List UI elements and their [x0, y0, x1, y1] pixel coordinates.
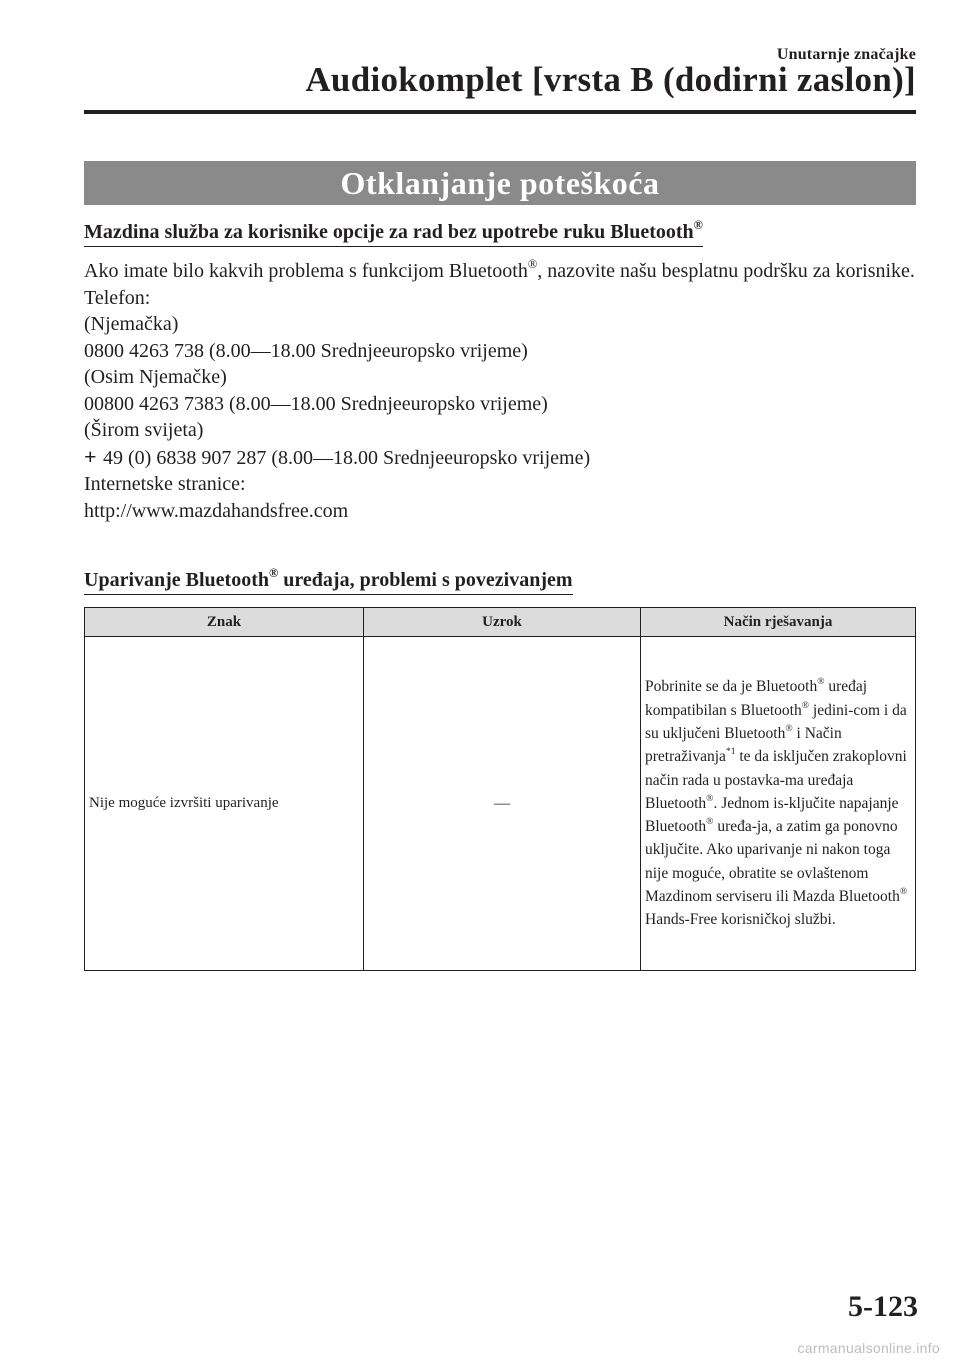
intro-text-end: , nazovite našu besplatnu podršku za korisnike. — [537, 260, 915, 282]
registered-mark: ® — [801, 699, 810, 711]
region-outside-germany: (Osim Njemačke) — [84, 366, 227, 388]
plus-icon: + — [84, 443, 97, 469]
registered-mark: ® — [899, 885, 908, 897]
troubleshooting-table — [84, 607, 916, 971]
registered-mark: ® — [817, 676, 825, 688]
support-heading-text: Mazdina služba za korisnike opcije za rad bez upotrebe ruku Bluetooth — [84, 221, 694, 243]
column-header-sign: Znak — [85, 608, 364, 637]
cell-sign: Nije moguće izvršiti uparivanje — [85, 637, 364, 971]
region-germany: (Njemačka) — [84, 313, 179, 335]
section-banner — [84, 161, 916, 205]
intro-text-start: Ako imate bilo kakvih problema s funkcijom Bluetooth — [84, 260, 528, 282]
footnote-marker: *1 — [725, 746, 736, 758]
phone-worldwide-number: 49 (0) 6838 907 287 (8.00―18.00 Srednjeeuropsko vrijeme) — [98, 446, 591, 469]
intro-paragraph — [84, 258, 916, 285]
page-header-title: Audiokomplet [vrsta B (dodirni zaslon)] — [305, 60, 916, 99]
solution-text: uređa-ja, a zatim ga ponovno uključite. Ako uparivanje ni nakon toga nije moguće, obratite se ovlaštenom Mazdinom serviseru ili Mazda Bluetooth — [645, 818, 900, 906]
cell-cause: ― — [364, 637, 641, 971]
solution-text: te da isključen zrakoplovni način rada u postavka-ma uređaja Bluetooth — [645, 748, 907, 812]
phone-worldwide — [84, 444, 916, 472]
column-header-cause: Uzrok — [364, 608, 641, 637]
solution-text: i Način pretraživanja — [645, 724, 842, 766]
page-number: 5-123 — [848, 1290, 918, 1323]
phone-label: Telefon: — [84, 286, 151, 309]
website-label: Internetske stranice: — [84, 473, 246, 495]
website-url: http://www.mazdahandsfree.com — [84, 499, 349, 522]
solution-text: Hands-Free korisničkoj službi. — [645, 911, 836, 929]
pairing-heading-end: uređaja, problemi s povezivanjem — [278, 569, 573, 591]
region-worldwide: (Širom svijeta) — [84, 419, 204, 441]
registered-mark: ® — [269, 566, 279, 581]
column-header-solution: Način rješavanja — [641, 608, 916, 637]
table-row — [85, 637, 916, 971]
solution-text: Pobrinite se da je Bluetooth — [645, 678, 818, 696]
registered-mark: ® — [706, 792, 714, 804]
registered-mark: ® — [785, 722, 793, 734]
table-header-row — [85, 608, 916, 637]
section-heading-support — [84, 220, 703, 247]
solution-text: . Jednom is-ključite napajanje Bluetooth — [645, 794, 899, 836]
section-heading-pairing — [84, 568, 573, 595]
phone-outside-germany: 00800 4263 7383 (8.00―18.00 Srednjeeuropsko vrijeme) — [84, 392, 548, 415]
registered-mark: ® — [706, 816, 714, 828]
support-contact-text — [84, 258, 916, 524]
pairing-heading-start: Uparivanje Bluetooth — [84, 569, 269, 591]
solution-text: uređaj kompatibilan s Bluetooth — [645, 678, 868, 719]
solution-text: jedini-com i da su uključeni Bluetooth — [645, 701, 907, 742]
banner-title: Otklanjanje poteškoća — [340, 164, 660, 201]
watermark: carmanualsonline.info — [797, 1340, 940, 1356]
chapter-label: Unutarnje značajke — [776, 46, 916, 63]
registered-mark: ® — [527, 257, 538, 272]
cell-solution — [641, 637, 916, 971]
registered-mark: ® — [693, 218, 703, 233]
header-divider — [84, 110, 916, 114]
phone-germany: 0800 4263 738 (8.00―18.00 Srednjeeuropsko vrijeme) — [84, 339, 528, 362]
